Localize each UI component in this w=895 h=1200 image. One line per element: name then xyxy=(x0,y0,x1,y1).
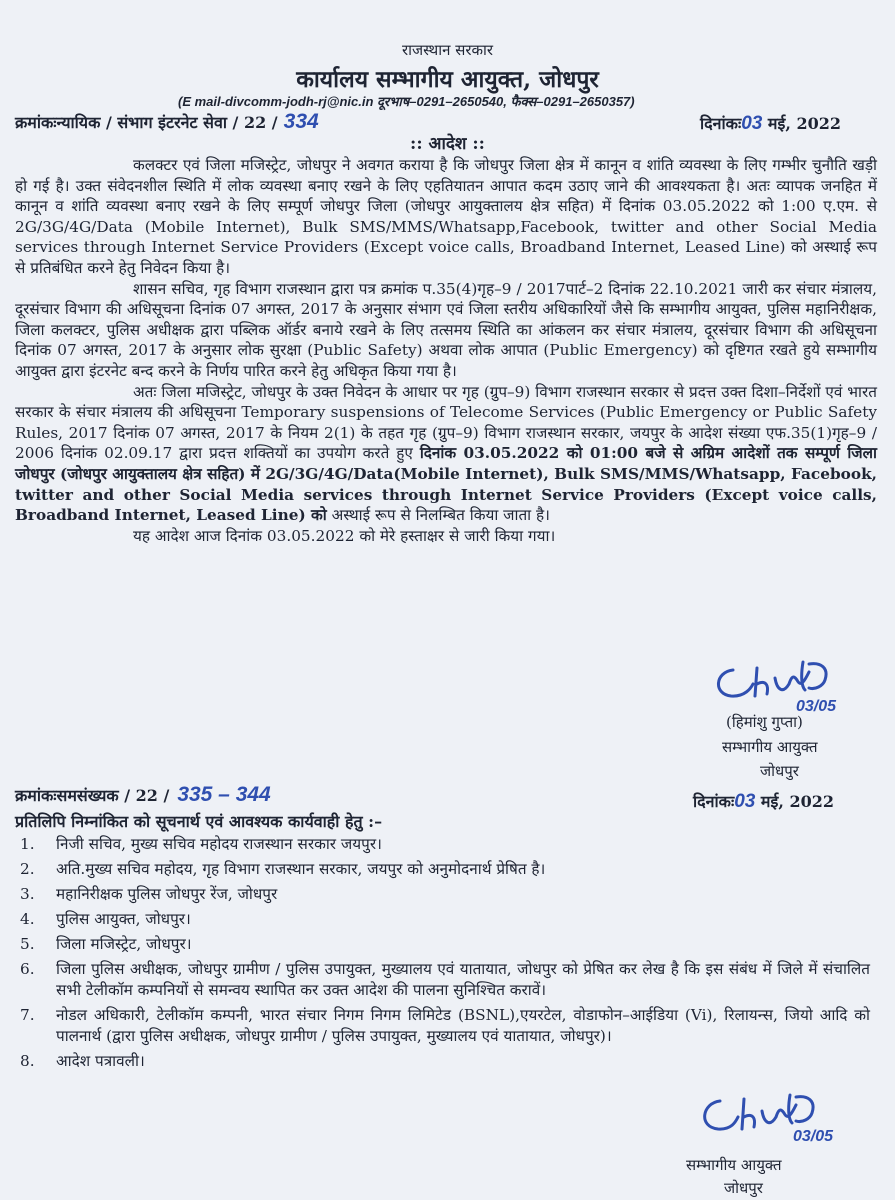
list-item: 2. अति.मुख्य सचिव महोदय, गृह विभाग राजस्थान सरकार, जयपुर को अनुमोदनार्थ प्रेषित है। xyxy=(20,860,546,878)
signatory-2-designation: सम्भागीय आयुक्त xyxy=(686,1156,782,1174)
copy-date-prefix: दिनांकः xyxy=(693,792,735,811)
contact-line: (E mail-divcomm-jodh-rj@nic.in दूरभाष–0291–2650540, फैक्स–0291–2650357) xyxy=(178,94,635,109)
copy-reference-number xyxy=(15,783,271,807)
copy-date-handwritten-day: 03 xyxy=(734,791,756,812)
copy-list xyxy=(20,834,870,1076)
order-paragraph-3-end: अस्थाई रूप से निलम्बित किया जाता है। xyxy=(326,506,550,525)
list-item: 7. नोडल अधिकारी, टेलीकॉम कम्पनी, भारत संचार निगम निगम लिमिटेड (BSNL),एयरटेल, वोडाफोन–आईडिया (Vi), रिलायन्स, जियो आदि को पालनार्थ (द्वारा पुलिस अधीक्षक, जोधपुर ग्रामीण / पुलिस उपायुक्त, मुख्यालय एवं यातायात, जोधपुर)। xyxy=(20,1006,870,1045)
copy-reference-prefix: क्रमांकःसमसंख्यक / 22 / xyxy=(15,786,170,805)
order-paragraph-3-bold: दिनांक 03.05.2022 को 01:00 बजे से अग्रिम आदेशों तक सम्पूर्ण जिला जोधपुर (जोधपुर आयुक्तालय क्षेत्र सहित) में 2G/3G/4G/Data(Mobile Internet), Bulk SMS/MMS/Whatsapp, Facebook, twitter and other Social Media services through Internet Service Providers (Except voice calls, Broadband Internet, Leased Line) को xyxy=(15,444,877,525)
list-item: 1. निजी सचिव, मुख्य सचिव महोदय राजस्थान सरकार जयपुर। xyxy=(20,835,382,853)
date-prefix: दिनांकः xyxy=(700,114,742,133)
list-item: 8. आदेश पत्रावली। xyxy=(20,1052,145,1070)
government-name: राजस्थान सरकार xyxy=(401,41,494,59)
signatory-place: जोधपुर xyxy=(760,762,799,780)
order-title: :: आदेश :: xyxy=(410,134,485,154)
list-item: 5. जिला मजिस्ट्रेट, जोधपुर। xyxy=(20,935,192,953)
signature-1-date: 03/05 xyxy=(796,698,837,715)
date-suffix: मई, 2022 xyxy=(767,114,842,133)
reference-prefix: क्रमांकःन्यायिक / संभाग इंटरनेट सेवा / 22 / xyxy=(15,113,278,132)
list-item: 6. जिला पुलिस अधीक्षक, जोधपुर ग्रामीण / पुलिस उपायुक्त, मुख्यालय एवं यातायात, जोधपुर को प्रेषित कर लेख है कि इस संबंध में जिले में संचालित सभी टेलीकॉम कम्पनियों से समन्वय स्थापित कर उक्त आदेश की पालना सुनिश्चित करावें। xyxy=(20,960,870,999)
list-item: 4. पुलिस आयुक्त, जोधपुर। xyxy=(20,910,191,928)
signatory-name: (हिमांशु गुप्ता) xyxy=(726,713,803,731)
signature-2-date: 03/05 xyxy=(793,1128,834,1145)
signatory-2-place: जोधपुर xyxy=(724,1179,763,1197)
order-body xyxy=(15,155,877,546)
order-paragraph-2: शासन सचिव, गृह विभाग राजस्थान द्वारा पत्र क्रमांक प.35(4)गृह–9 / 2017पार्ट–2 दिनांक 22.10.2021 जारी कर संचार मंत्रालय, दूरसंचार विभाग की अधिसूचना दिनांक 07 अगस्त, 2017 के अनुसार संभाग एवं जिला स्तरीय अधिकारियों जैसे कि सम्भागीय आयुक्त, पुलिस महानिरीक्षक, जिला कलक्टर, पुलिस अधीक्षक द्वारा पब्लिक ऑर्डर बनाये रखने के लिए तत्समय स्थिति का आंकलन कर संचार मंत्रालय, दूरसंचार विभाग की अधिसूचना दिनांक 07 अगस्त, 2017 के अनुसार लोक सुरक्षा (Public Safety) अथवा लोक आपात (Public Emergency) को दृष्टिगत रखते हुये सम्भागीय आयुक्त द्वारा इंटरनेट बन्द करने के निर्णय पारित करने हेतु अधिकृत किया गया है। xyxy=(15,279,877,380)
order-paragraph-1: कलक्टर एवं जिला मजिस्ट्रेट, जोधपुर ने अवगत कराया है कि जोधपुर जिला क्षेत्र में कानून व शांति व्यवस्था के लिए गम्भीर चुनौति खड़ी हो गई है। उक्त संवेदनशील स्थिति में लोक व्यवस्था बनाए रखने के लिए एहतियातन आपात कदम उठाए जाने की आवश्यकता है। अतः व्यापक जनहित में कानून व शांति व्यवस्था बनाए रखने के लिए सम्पूर्ण जोधपुर जिला (जोधपुर आयुक्तालय क्षेत्र सहित) में दिनांक 03.05.2022 को 1:00 ए.एम. से 2G/3G/4G/Data (Mobile Internet), Bulk SMS/MMS/Whatsapp,Facebook, twitter and other Social Media services through Internet Service Providers (Except voice calls, Broadband Internet, Leased Line) को अस्थाई रूप से प्रतिबंधित करने हेतु निवेदन किया है। xyxy=(15,156,877,277)
copy-date-suffix: मई, 2022 xyxy=(760,792,835,811)
list-item: 3. महानिरीक्षक पुलिस जोधपुर रेंज, जोधपुर xyxy=(20,885,278,903)
reference-handwritten-number: 334 xyxy=(283,110,319,133)
order-paragraph-4: यह आदेश आज दिनांक 03.05.2022 को मेरे हस्ताक्षर से जारी किया गया। xyxy=(133,526,556,545)
copy-reference-handwritten-range: 335 – 344 xyxy=(177,783,271,806)
signatory-designation: सम्भागीय आयुक्त xyxy=(722,738,818,756)
office-name: कार्यालय सम्भागीय आयुक्त, जोधपुर xyxy=(296,66,599,93)
order-paragraph-3 xyxy=(15,382,877,526)
date-handwritten-day: 03 xyxy=(741,113,763,134)
order-paragraph-3-text: अतः जिला मजिस्ट्रेट, जोधपुर के उक्त निवेदन के आधार पर गृह (ग्रुप–9) विभाग राजस्थान सरकार से प्रदत्त उक्त दिशा–निर्देशों एवं भारत सरकार के संचार मंत्रालय की अधिसूचना Temporary suspensions of Telecome Services (Public Emergency or Public Safety Rules, 2017 दिनांक 07 अगस्त, 2017 के नियम 2(1) के तहत गृह (ग्रुप–9) विभाग राजस्थान सरकार, जयपुर के आदेश संख्या एफ.35(1)गृह–9 / 2006 दिनांक 02.09.17 द्वारा प्रदत्त शक्तियों का उपयोग करते हुए xyxy=(15,382,877,463)
copy-heading: प्रतिलिपि निम्नांकित को सूचनार्थ एवं आवश्यक कार्यवाही हेतु :– xyxy=(15,812,383,831)
copy-reference-date xyxy=(693,790,834,813)
